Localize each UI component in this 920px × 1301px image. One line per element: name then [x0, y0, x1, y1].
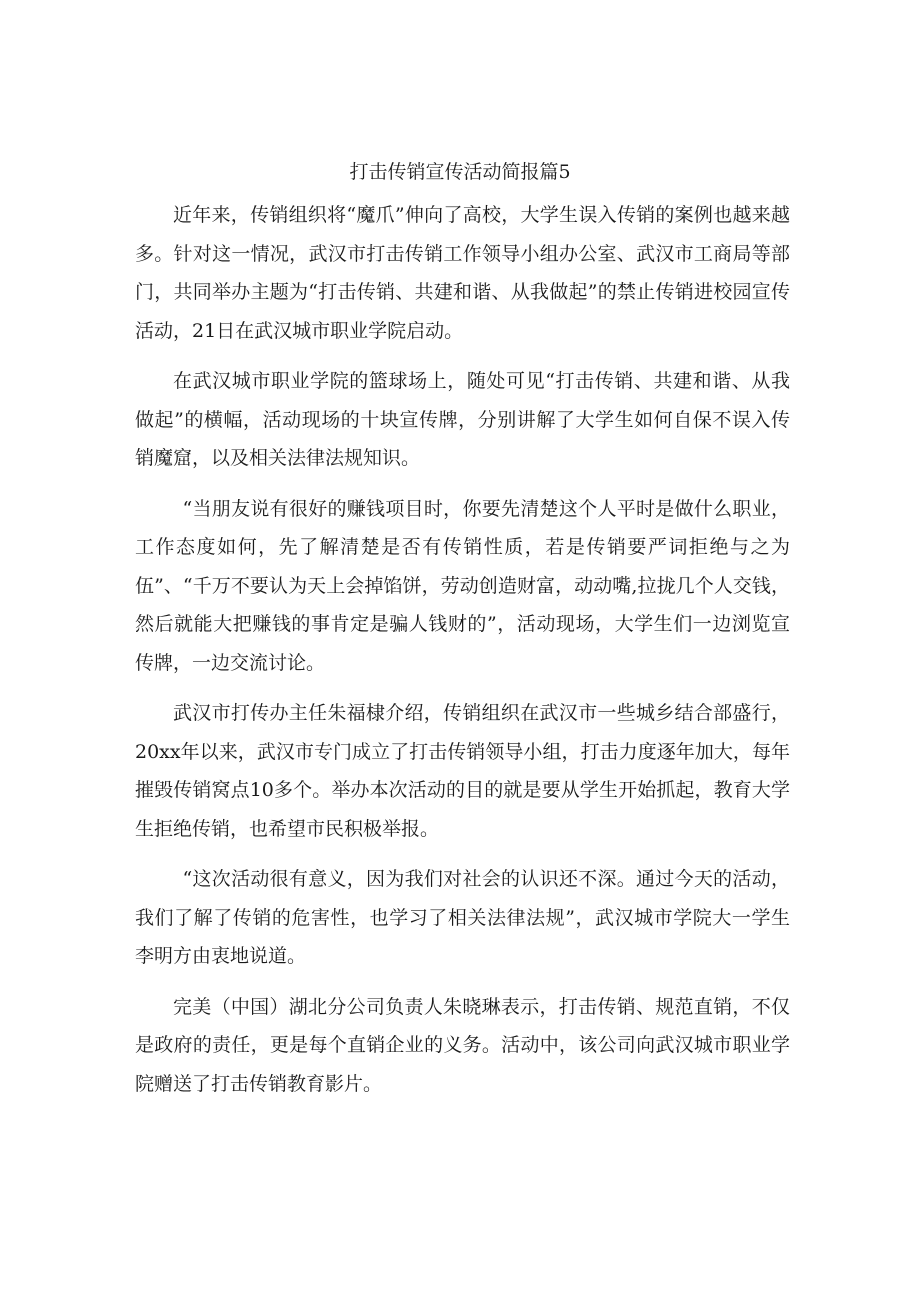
- paragraph-student: “这次活动很有意义，因为我们对社会的认识还不深。通过今天的活动，我们了解了传销的危害性，也学习了相关法律法规”，武汉城市学院大一学生李明方由衷地说道。: [135, 868, 790, 967]
- paragraph-director: 武汉市打传办主任朱福棣介绍，传销组织在武汉市一些城乡结合部盛行，20xx年以来，武汉市专门成立了打击传销领导小组，打击力度逐年加大，每年摧毁传销窝点10多个。举办本次活动的目的就是要从学生开始抓起，教育大学生拒绝传销，也希望市民积极举报。: [135, 702, 790, 840]
- paragraph-intro: 近年来，传销组织将“魔爪”伸向了高校，大学生误入传销的案例也越来越多。针对这一情况，武汉市打击传销工作领导小组办公室、武汉市工商局等部门，共同举办主题为“打击传销、共建和谐、从我做起”的禁止传销进校园宣传活动，21日在武汉城市职业学院启动。: [135, 204, 790, 342]
- document-title: 打击传销宣传活动简报篇5: [349, 161, 571, 183]
- paragraph-company: 完美（中国）湖北分公司负责人朱晓琳表示，打击传销、规范直销，不仅是政府的责任，更是每个直销企业的义务。活动中，该公司向武汉城市职业学院赠送了打击传销教育影片。: [135, 995, 790, 1095]
- paragraph-quotes: “当朋友说有很好的赚钱项目时，你要先清楚这个人平时是做什么职业，工作态度如何，先了解清楚是否有传销性质，若是传销要严词拒绝与之为伍”、“千万不要认为天上会掉馅饼，劳动创造财富，动动嘴,拉拢几个人交钱，然后就能大把赚钱的事肯定是骗人钱财的”，活动现场，大学生们一边浏览宣传牌，一边交流讨论。: [135, 497, 790, 674]
- paragraph-venue: 在武汉城市职业学院的篮球场上，随处可见“打击传销、共建和谐、从我做起”的横幅，活动现场的十块宣传牌，分别讲解了大学生如何自保不误入传销魔窟，以及相关法律法规知识。: [135, 370, 790, 469]
- document-body: [135, 196, 790, 1115]
